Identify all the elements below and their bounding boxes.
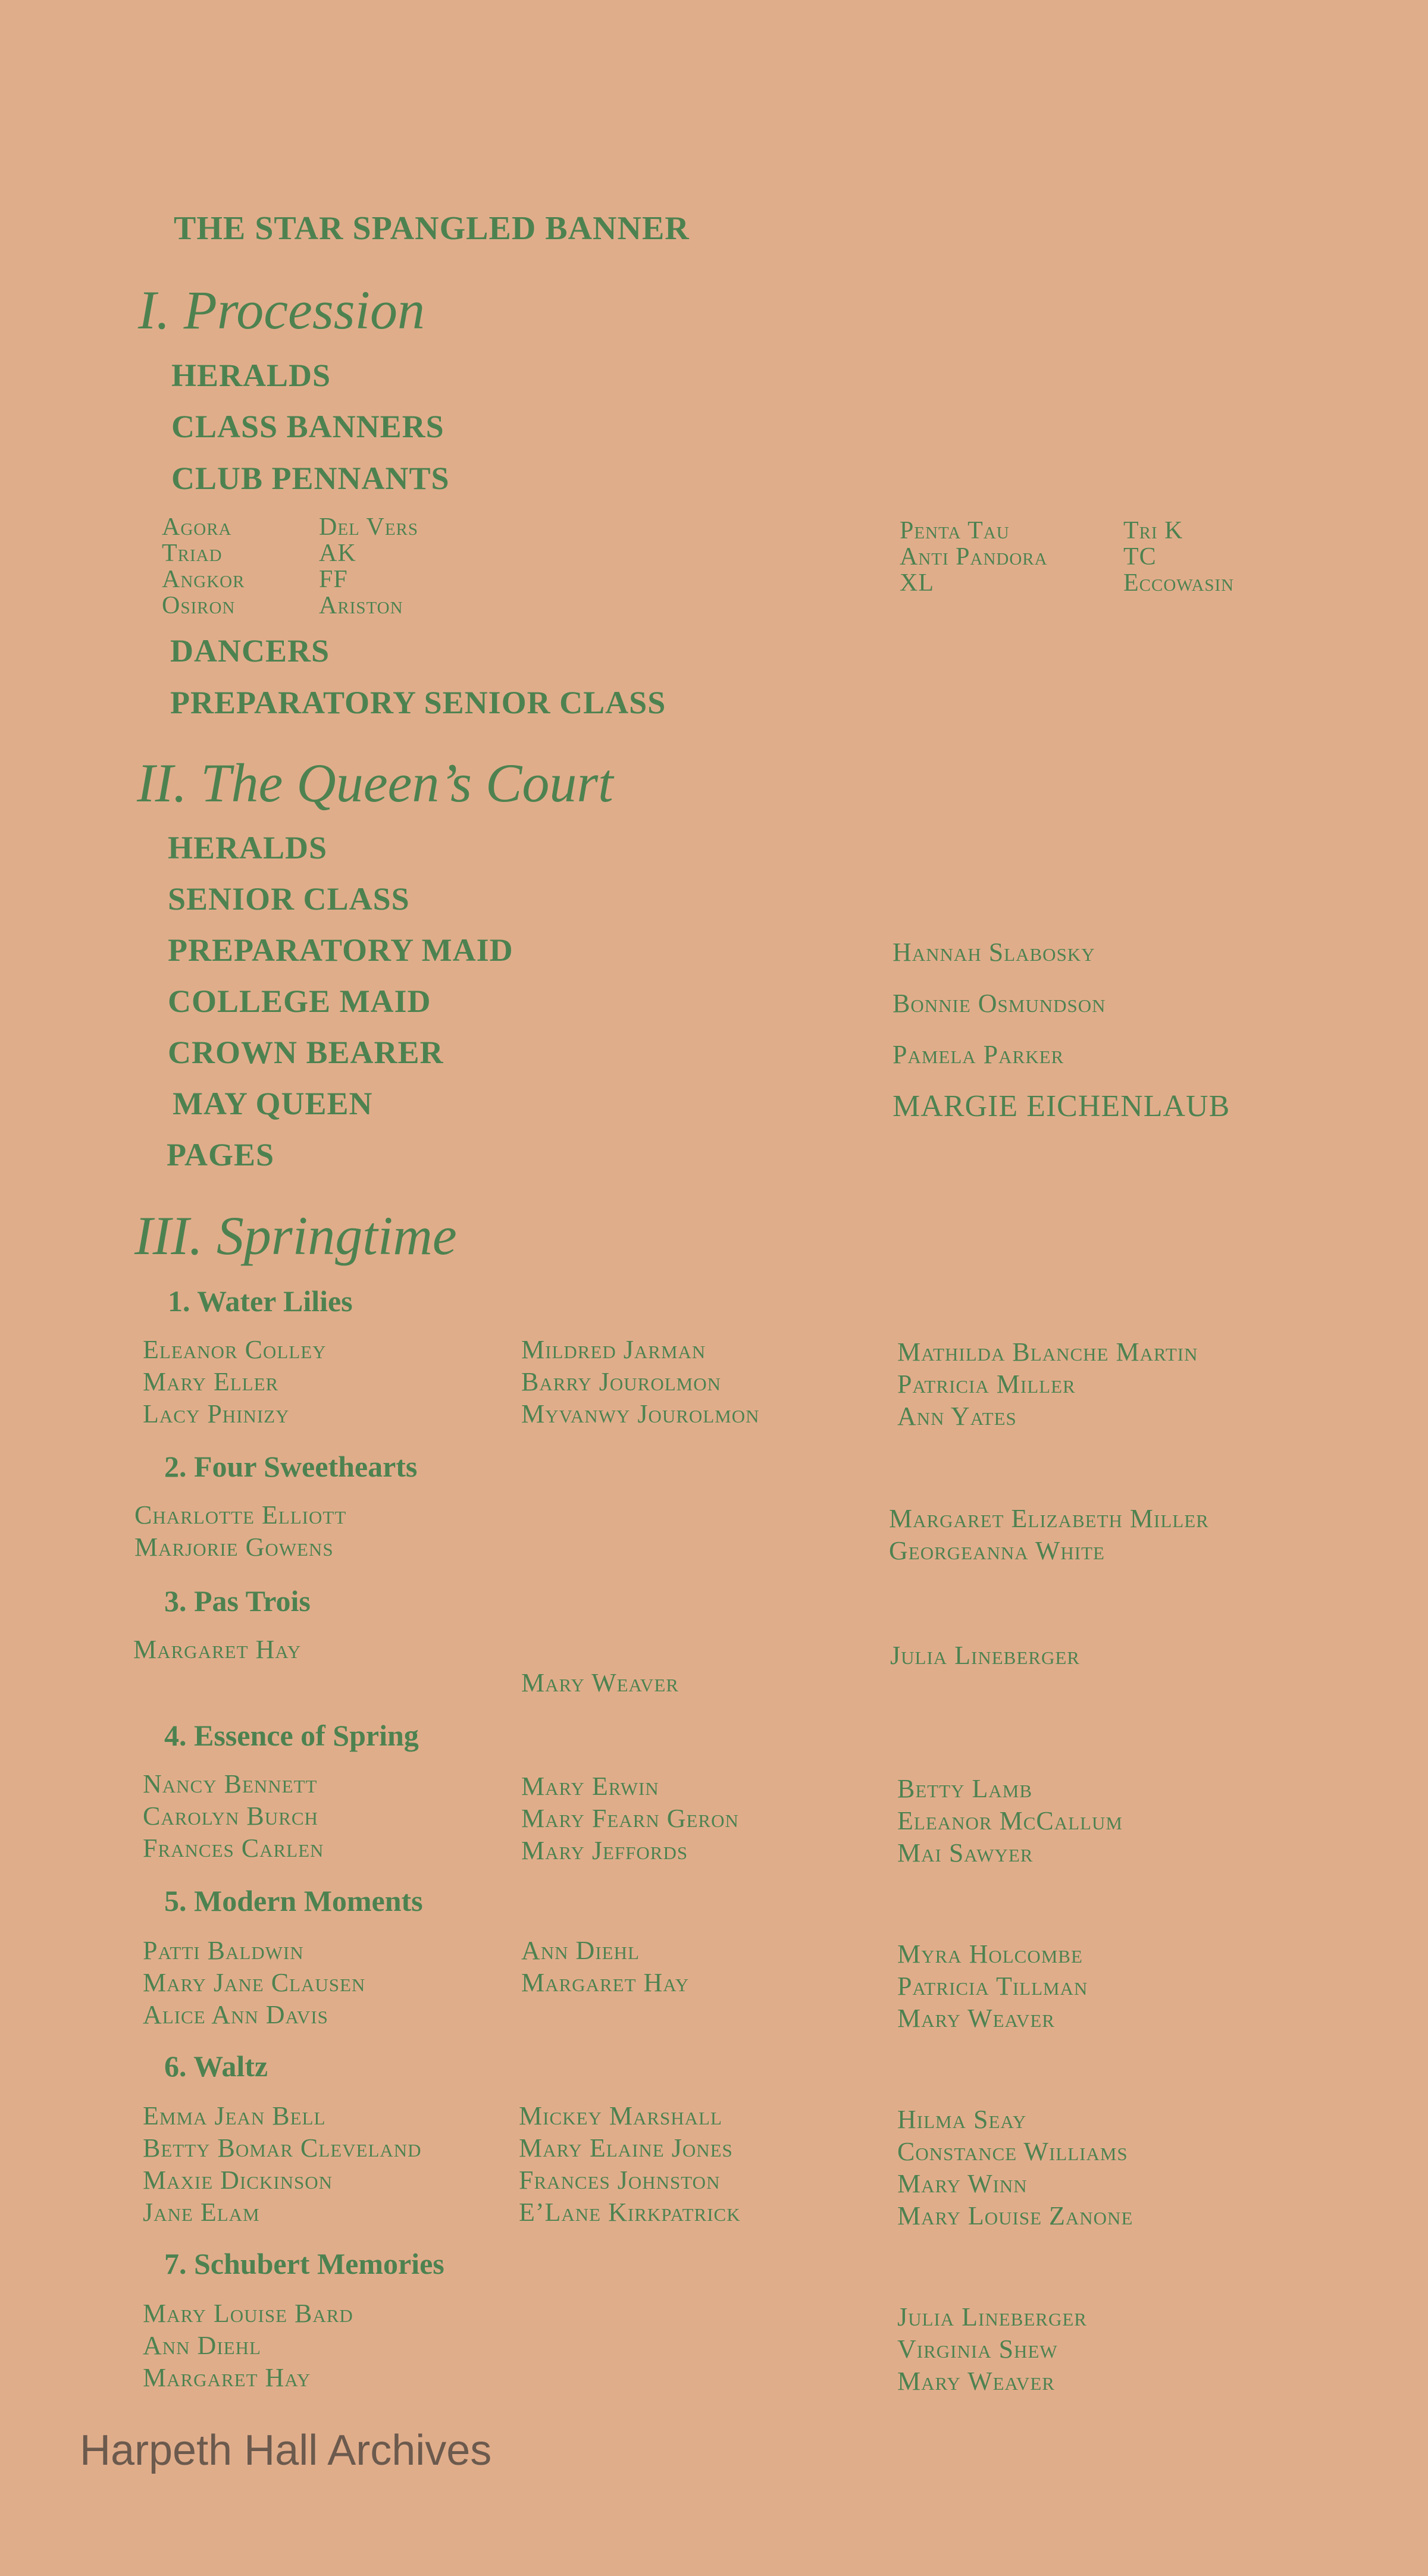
dancer-list [519, 2100, 741, 2229]
club-list-1 [162, 514, 245, 619]
dancer-name: Maxie Dickinson [143, 2166, 333, 2195]
dancer-name: Virginia Shew [897, 2334, 1058, 2364]
dancer-list [134, 1499, 346, 1563]
dancer-name: Barry Jourolmon [521, 1367, 722, 1396]
club-list-4 [1123, 518, 1234, 596]
dancer-list [521, 1770, 739, 1867]
dancer-name: Myvanwy Jourolmon [521, 1399, 760, 1428]
dance-title: 1. Water Lilies [168, 1284, 353, 1318]
court-heralds: HERALDS [168, 830, 328, 866]
dancer-name: Margaret Hay [521, 1968, 690, 1997]
court-title: II. The Queen’s Court [137, 753, 613, 813]
dancer-name: Nancy Bennett [143, 1769, 318, 1798]
dancer-name: Mary Erwin [521, 1772, 659, 1801]
dancer-list [143, 2298, 353, 2394]
dancer-list [897, 1773, 1123, 1869]
club-name: AK [319, 540, 356, 567]
dancer-name: Lacy Phinizy [143, 1399, 290, 1428]
club-list-2 [319, 514, 418, 619]
preparatory-maid: PREPARATORY MAID [168, 932, 513, 968]
dancer-list [897, 2301, 1087, 2398]
club-name: Tri K [1123, 517, 1183, 544]
dancer-name: Mary Winn [897, 2169, 1028, 2198]
may-queen: MAY QUEEN [173, 1086, 373, 1121]
anthem-heading: THE STAR SPANGLED BANNER [174, 210, 690, 247]
dancer-name: Hilma Seay [897, 2105, 1027, 2134]
dancer-list [521, 1935, 689, 1999]
dance-title: 3. Pas Trois [164, 1584, 311, 1618]
club-name: TC [1123, 543, 1157, 571]
dancer-name: Mary Elaine Jones [519, 2133, 733, 2163]
dancer-name: Patti Baldwin [143, 1936, 304, 1965]
dancer-list [889, 1503, 1209, 1567]
dancer-name: Mary Weaver [897, 2367, 1055, 2396]
dance-title: 4. Essence of Spring [164, 1719, 419, 1752]
prep-senior-class: PREPARATORY SENIOR CLASS [170, 685, 666, 720]
crown-bearer-name: Pamela Parker [892, 1040, 1064, 1069]
dancer-name: Mary Louise Zanone [897, 2201, 1133, 2230]
dancer-name: Constance Williams [897, 2137, 1128, 2166]
dance-title: 6. Waltz [164, 2049, 268, 2083]
pages: PAGES [167, 1137, 275, 1173]
dancer-list [143, 1334, 327, 1430]
dance-title: 2. Four Sweethearts [164, 1450, 418, 1483]
dancer-name: Frances Carlen [143, 1834, 324, 1863]
dancer-name: Carolyn Burch [143, 1801, 318, 1831]
club-name: Ariston [319, 592, 403, 619]
dancer-name: Mildred Jarman [521, 1335, 706, 1364]
dancer-name: E’Lane Kirkpatrick [519, 2198, 741, 2227]
club-name: Osiron [162, 592, 236, 619]
dancer-name: Mary Weaver [521, 1668, 679, 1697]
club-name: Del Vers [319, 513, 419, 541]
dancer-name: Mathilda Blanche Martin [897, 1337, 1198, 1367]
club-name: XL [900, 569, 934, 597]
dancer-name: Alice Ann Davis [143, 2000, 328, 2029]
dancer-list [897, 1336, 1198, 1433]
dancer-name: Jane Elam [143, 2198, 260, 2227]
dancer-list [143, 1768, 324, 1864]
dancer-name: Julia Lineberger [897, 2302, 1087, 2331]
dancer-name: Mary Fearn Geron [521, 1804, 739, 1833]
springtime-title: III. Springtime [134, 1205, 457, 1266]
dancer-name: Myra Holcombe [897, 1939, 1083, 1969]
club-name: Anti Pandora [900, 543, 1048, 571]
dancer-name: Patricia Miller [897, 1370, 1076, 1399]
class-banners: CLASS BANNERS [171, 409, 444, 444]
club-name: Penta Tau [900, 517, 1010, 544]
club-name: Agora [162, 513, 232, 541]
club-name: Triad [162, 540, 223, 567]
dancer-name: Mary Jane Clausen [143, 1968, 366, 1997]
dancer-name: Frances Johnston [519, 2166, 721, 2195]
club-name: FF [319, 566, 348, 593]
dancer-name: Eleanor Colley [143, 1335, 327, 1364]
dancer-name: Emma Jean Bell [143, 2101, 326, 2130]
dancer-name: Ann Diehl [521, 1936, 640, 1965]
club-pennants: CLUB PENNANTS [171, 460, 450, 496]
dancer-name: Margaret Hay [143, 2363, 311, 2392]
procession-title: I. Procession [138, 280, 425, 340]
preparatory-maid-name: Hannah Slabosky [892, 938, 1095, 967]
senior-class: SENIOR CLASS [168, 881, 410, 917]
dancer-name: Ann Yates [897, 1402, 1017, 1431]
dancer-list [521, 1334, 760, 1430]
college-maid-name: Bonnie Osmundson [892, 989, 1106, 1018]
dancer-name: Charlotte Elliott [134, 1500, 347, 1530]
dancer-list [897, 2104, 1133, 2232]
dancer-list [143, 1935, 365, 2031]
club-list-3 [900, 518, 1048, 596]
dancer-name: Ann Diehl [143, 2331, 261, 2360]
dancer-name: Mary Weaver [897, 2004, 1055, 2033]
dancers: DANCERS [170, 633, 330, 669]
procession-heralds: HERALDS [171, 358, 331, 393]
dancer-name: Betty Lamb [897, 1774, 1033, 1803]
dance-title: 7. Schubert Memories [164, 2247, 444, 2280]
dancer-name: Eleanor McCallum [897, 1806, 1123, 1835]
club-name: Angkor [162, 566, 245, 593]
college-maid: COLLEGE MAID [168, 983, 431, 1019]
archive-watermark: Harpeth Hall Archives [80, 2427, 492, 2474]
dancer-name: Mary Jeffords [521, 1836, 688, 1865]
dancer-name: Betty Bomar Cleveland [143, 2133, 422, 2163]
dancer-list [897, 1938, 1088, 2035]
may-queen-name: MARGIE EICHENLAUB [892, 1089, 1230, 1123]
dancer-name: Mai Sawyer [897, 1838, 1034, 1867]
dancer-name: Mary Louise Bard [143, 2299, 353, 2328]
dance-title: 5. Modern Moments [164, 1884, 423, 1917]
dancer-name: Margaret Elizabeth Miller [889, 1504, 1209, 1533]
dancer-name: Marjorie Gowens [134, 1533, 334, 1562]
dancer-name: Mickey Marshall [519, 2101, 722, 2130]
dancer-name: Georgeanna White [889, 1536, 1105, 1565]
dancer-name: Margaret Hay [133, 1635, 302, 1664]
dancer-name: Patricia Tillman [897, 1972, 1088, 2001]
dancer-list [143, 2100, 422, 2229]
dancer-name: Mary Eller [143, 1367, 279, 1396]
club-name: Eccowasin [1123, 569, 1235, 597]
crown-bearer: CROWN BEARER [168, 1035, 444, 1070]
dancer-name: Julia Lineberger [890, 1641, 1080, 1670]
